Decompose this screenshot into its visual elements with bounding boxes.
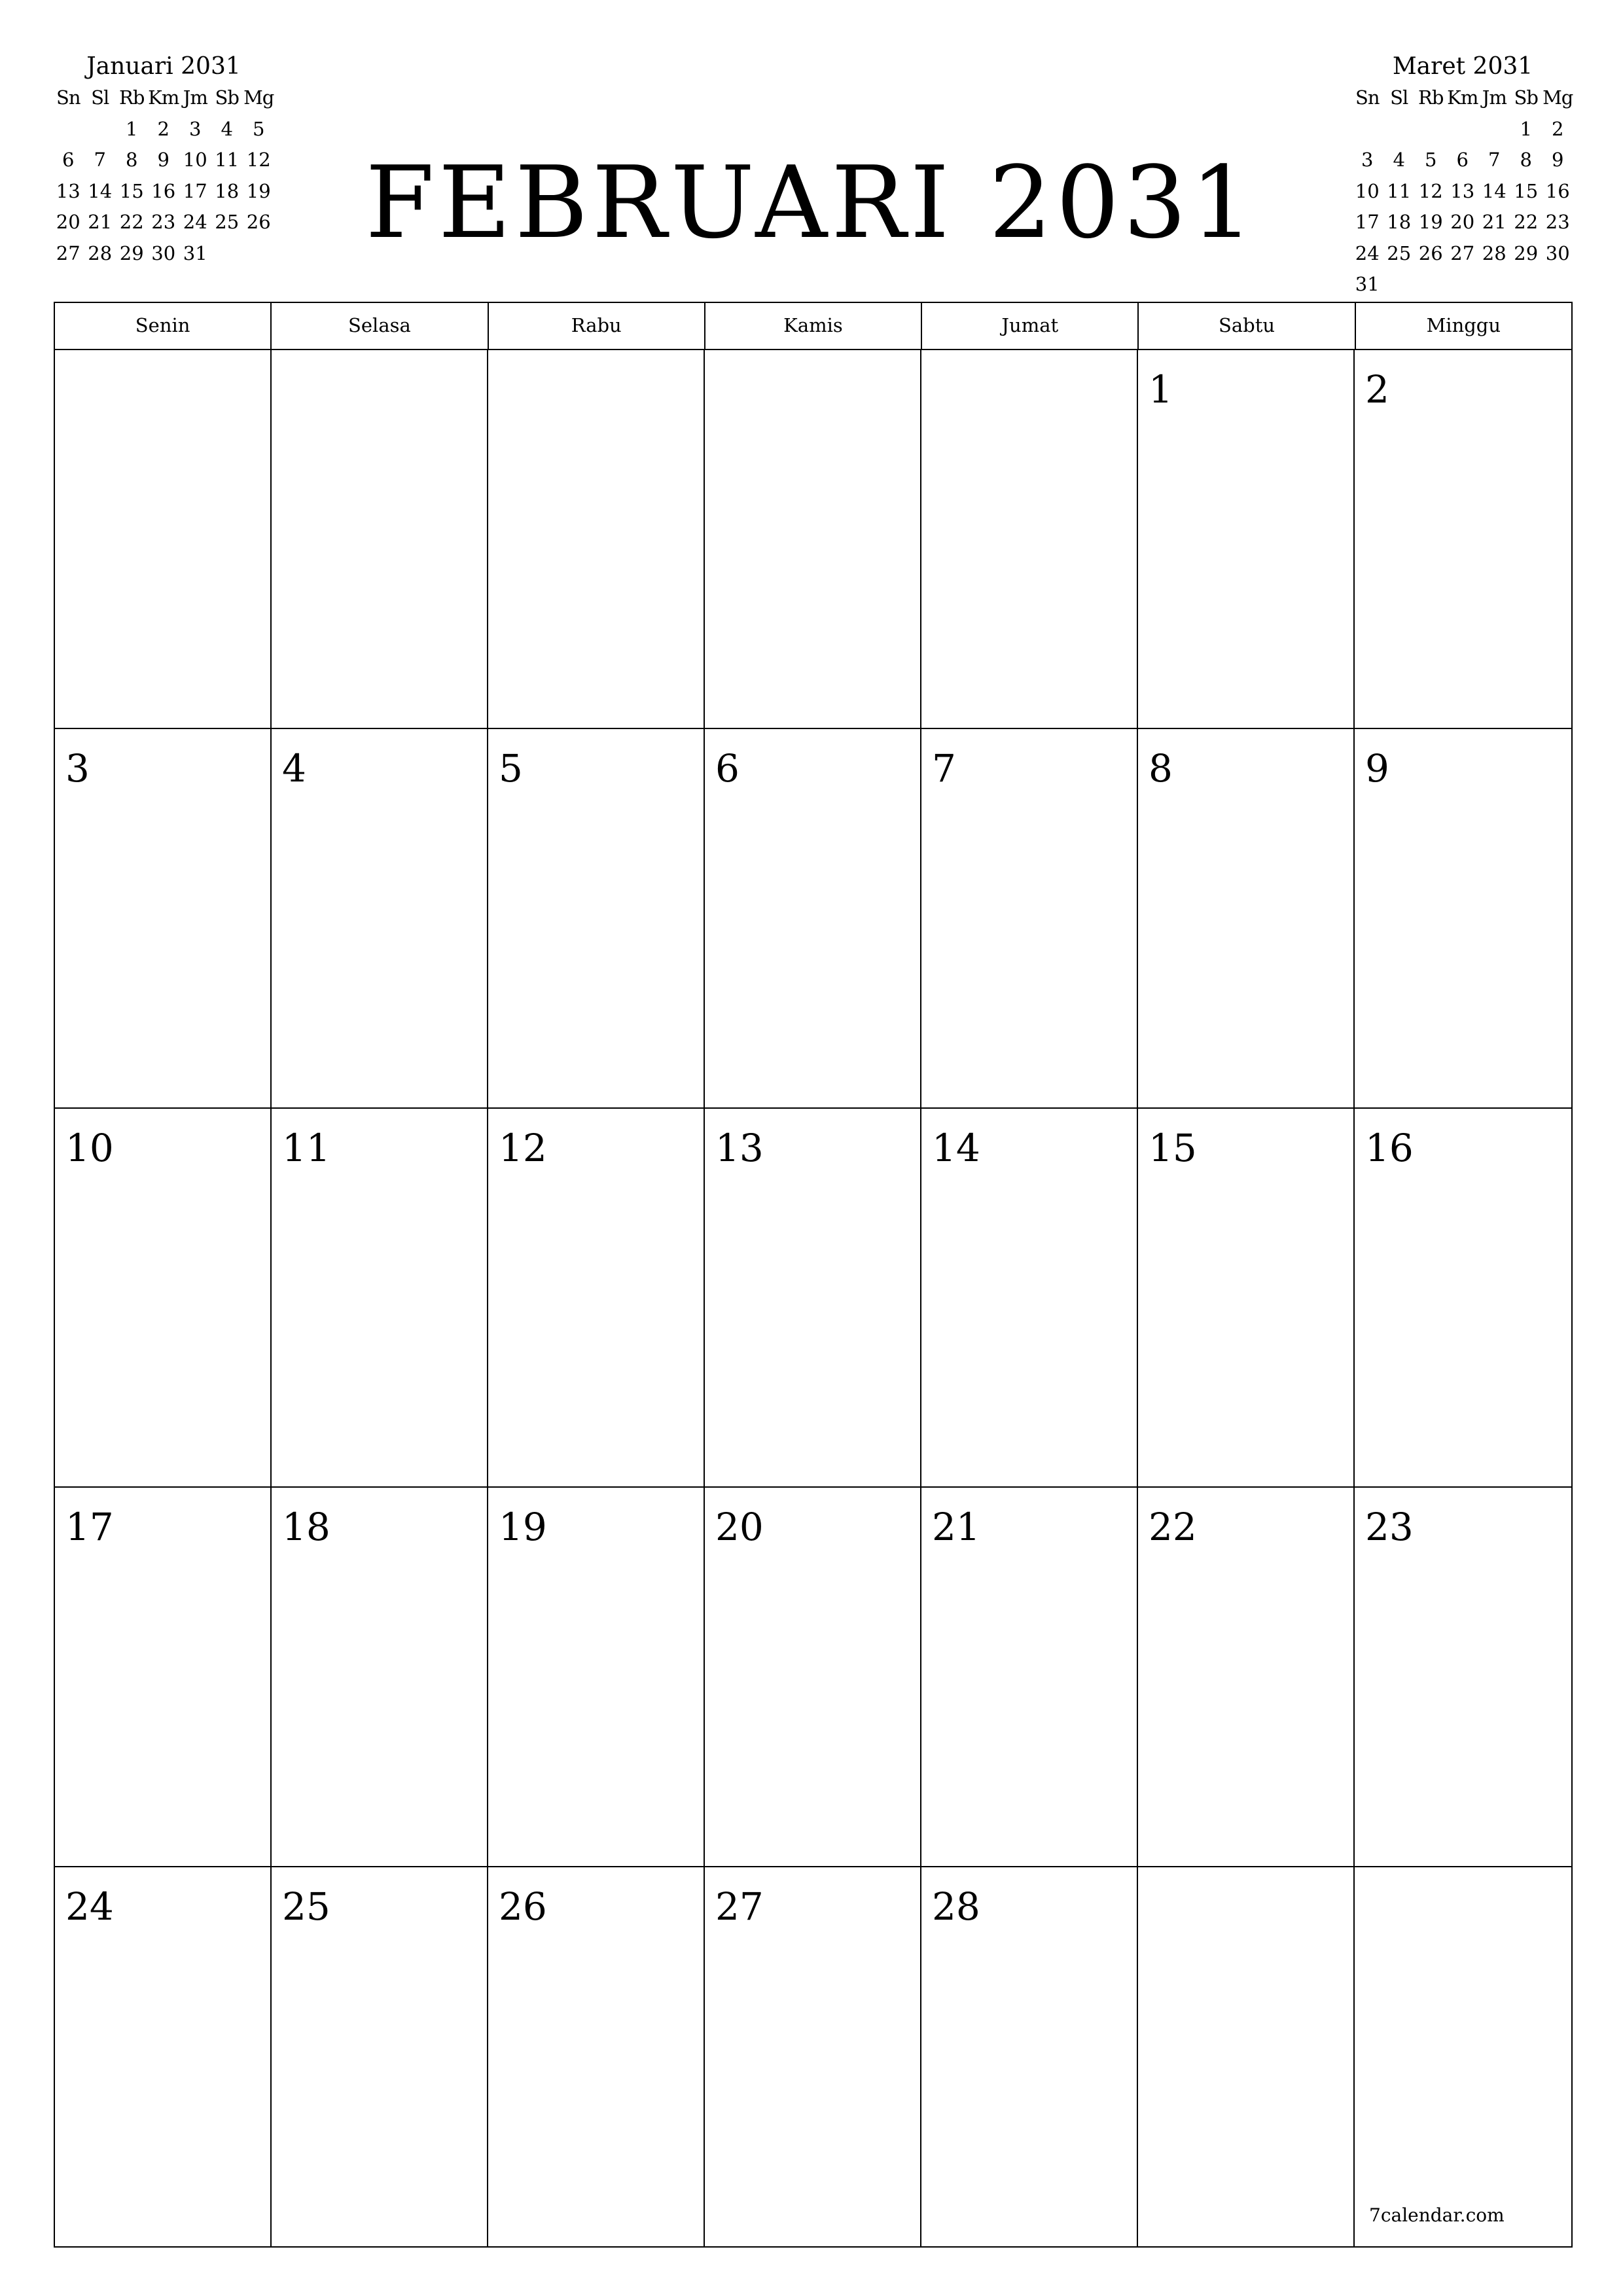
mini-day-header: Rb (119, 86, 145, 109)
day-number: 18 (282, 1505, 330, 1550)
mini-day: 31 (1355, 273, 1380, 295)
mini-day (52, 114, 84, 145)
day-cell (705, 729, 921, 1108)
mini-day: 3 (189, 117, 202, 140)
mini-day: 4 (1393, 149, 1405, 171)
day-cell (1355, 729, 1571, 1108)
mini-day-header: Rb (1418, 86, 1444, 109)
mini-calendar-grid (52, 82, 275, 269)
weekday-header: Jumat (922, 303, 1139, 349)
day-cell (921, 1109, 1138, 1488)
mini-day: 1 (126, 117, 138, 140)
day-cell (272, 1488, 488, 1867)
mini-day (1415, 114, 1447, 145)
mini-day: 10 (1355, 179, 1380, 202)
day-number: 7 (932, 746, 956, 791)
mini-day: 17 (183, 179, 207, 202)
mini-day: 16 (151, 179, 176, 202)
day-number: 4 (282, 746, 306, 791)
day-cell (488, 350, 705, 729)
day-cells (55, 350, 1571, 2246)
mini-day-header: Sn (56, 86, 80, 109)
mini-day (1447, 269, 1479, 300)
mini-day: 27 (1450, 242, 1475, 264)
day-cell (1355, 350, 1571, 729)
mini-day: 23 (1545, 211, 1570, 233)
day-cell (705, 1488, 921, 1867)
mini-calendar-prev-month (52, 51, 275, 269)
mini-day: 31 (183, 242, 207, 264)
mini-calendar-title: Januari 2031 (86, 53, 241, 80)
day-number: 23 (1365, 1505, 1414, 1550)
weekday-header-row (55, 303, 1571, 350)
day-number: 11 (282, 1125, 330, 1170)
mini-day: 2 (1552, 117, 1564, 140)
mini-day: 26 (1418, 242, 1443, 264)
mini-day: 29 (1514, 242, 1539, 264)
mini-day-header: Km (1447, 86, 1478, 109)
mini-day (1351, 114, 1383, 145)
mini-calendar-next-month (1351, 51, 1574, 300)
credit-text: 7calendar.com (1369, 2204, 1505, 2226)
mini-day-header: Sb (215, 86, 239, 109)
mini-day-header: Sl (91, 86, 109, 109)
day-number: 24 (65, 1884, 114, 1929)
mini-day: 16 (1545, 179, 1570, 202)
mini-day: 6 (62, 149, 75, 171)
mini-day: 19 (246, 179, 271, 202)
day-number: 3 (65, 746, 90, 791)
mini-day: 11 (215, 149, 240, 171)
mini-day (84, 114, 116, 145)
day-cell (488, 1488, 705, 1867)
day-number: 10 (65, 1125, 114, 1170)
day-cell (55, 1488, 272, 1867)
mini-day: 7 (94, 149, 106, 171)
mini-day: 28 (88, 242, 113, 264)
weekday-header: Minggu (1426, 314, 1501, 336)
day-number: 21 (932, 1505, 980, 1550)
mini-day: 28 (1482, 242, 1507, 264)
day-cell (272, 729, 488, 1108)
day-number: 25 (282, 1884, 330, 1929)
mini-day: 18 (1387, 211, 1412, 233)
mini-day: 5 (253, 117, 265, 140)
month-calendar-grid (54, 302, 1573, 2248)
mini-day: 17 (1355, 211, 1380, 233)
mini-day: 15 (1514, 179, 1539, 202)
day-number: 26 (499, 1884, 547, 1929)
day-number: 19 (499, 1505, 547, 1550)
mini-day (1447, 114, 1479, 145)
mini-day: 25 (1387, 242, 1412, 264)
mini-day-header: Km (148, 86, 179, 109)
day-cell (272, 1109, 488, 1488)
mini-day: 12 (1418, 179, 1443, 202)
day-number: 16 (1365, 1125, 1414, 1170)
day-cell (705, 1867, 921, 2246)
mini-day (1383, 269, 1416, 300)
day-cell (1138, 350, 1355, 729)
mini-day-header: Sl (1390, 86, 1408, 109)
day-cell (1138, 1488, 1355, 1867)
mini-day (1510, 269, 1543, 300)
mini-day (1383, 114, 1416, 145)
mini-day (1478, 114, 1510, 145)
mini-day: 8 (1520, 149, 1532, 171)
mini-day: 13 (56, 179, 80, 202)
day-cell (55, 729, 272, 1108)
mini-day: 15 (119, 179, 144, 202)
mini-day: 19 (1418, 211, 1443, 233)
mini-day: 26 (246, 211, 271, 233)
mini-day: 2 (157, 117, 169, 140)
weekday-header: Rabu (489, 303, 705, 349)
mini-day: 1 (1520, 117, 1532, 140)
day-number: 5 (499, 746, 523, 791)
mini-day: 24 (183, 211, 207, 233)
day-cell (272, 1867, 488, 2246)
mini-day: 24 (1355, 242, 1380, 264)
mini-day: 7 (1488, 149, 1501, 171)
day-cell (921, 1867, 1138, 2246)
mini-day: 20 (1450, 211, 1475, 233)
mini-day: 22 (119, 211, 144, 233)
day-number: 6 (715, 746, 740, 791)
mini-day: 9 (157, 149, 169, 171)
day-cell (1355, 1488, 1571, 1867)
mini-day: 4 (221, 117, 233, 140)
day-cell (488, 1867, 705, 2246)
day-cell (1138, 729, 1355, 1108)
mini-day (243, 238, 275, 270)
day-cell (55, 1109, 272, 1488)
mini-day: 5 (1425, 149, 1437, 171)
mini-day (211, 238, 243, 270)
mini-day: 23 (151, 211, 176, 233)
day-cell (1355, 1867, 1571, 2246)
mini-day: 13 (1450, 179, 1475, 202)
day-number: 1 (1149, 367, 1173, 412)
day-cell (488, 729, 705, 1108)
day-cell (705, 1109, 921, 1488)
day-number: 20 (715, 1505, 764, 1550)
mini-day: 29 (119, 242, 144, 264)
mini-day: 30 (151, 242, 176, 264)
mini-day: 14 (1482, 179, 1507, 202)
day-cell (921, 350, 1138, 729)
mini-calendar-grid (1351, 82, 1574, 300)
mini-day: 9 (1552, 149, 1564, 171)
mini-day: 10 (183, 149, 207, 171)
mini-day: 21 (1482, 211, 1507, 233)
mini-day-header: Jm (183, 86, 207, 109)
day-cell (55, 350, 272, 729)
day-cell (1138, 1867, 1355, 2246)
mini-day-header: Jm (1482, 86, 1507, 109)
day-number: 9 (1365, 746, 1389, 791)
mini-day: 18 (215, 179, 240, 202)
day-number: 22 (1149, 1505, 1197, 1550)
day-cell (55, 1867, 272, 2246)
day-cell (488, 1109, 705, 1488)
mini-calendar-title: Maret 2031 (1392, 53, 1533, 80)
day-cell (1355, 1109, 1571, 1488)
mini-day: 6 (1456, 149, 1469, 171)
day-cell (272, 350, 488, 729)
weekday-header: Kamis (705, 303, 922, 349)
mini-day: 14 (88, 179, 113, 202)
mini-day: 22 (1514, 211, 1539, 233)
mini-day-header: Mg (1543, 86, 1573, 109)
day-number: 14 (932, 1125, 980, 1170)
mini-day: 8 (126, 149, 138, 171)
mini-day: 21 (88, 211, 113, 233)
day-number: 8 (1149, 746, 1173, 791)
day-number: 17 (65, 1505, 114, 1550)
day-cell (921, 729, 1138, 1108)
page-title: FEBRUARI 2031 (365, 145, 1258, 260)
day-number: 2 (1365, 367, 1389, 412)
mini-day: 11 (1387, 179, 1412, 202)
mini-day: 3 (1361, 149, 1374, 171)
mini-day (1478, 269, 1510, 300)
mini-day-header: Mg (243, 86, 274, 109)
mini-day: 25 (215, 211, 240, 233)
day-number: 13 (715, 1125, 764, 1170)
day-cell (705, 350, 921, 729)
mini-day: 12 (246, 149, 271, 171)
weekday-header: Senin (55, 303, 272, 349)
weekday-header: Selasa (272, 303, 488, 349)
weekday-header: Sabtu (1139, 303, 1355, 349)
mini-day (1542, 269, 1574, 300)
day-cell (1138, 1109, 1355, 1488)
day-number: 27 (715, 1884, 764, 1929)
mini-day (1415, 269, 1447, 300)
mini-day: 20 (56, 211, 80, 233)
mini-day: 30 (1545, 242, 1570, 264)
day-number: 12 (499, 1125, 547, 1170)
day-number: 28 (932, 1884, 980, 1929)
day-cell (921, 1488, 1138, 1867)
mini-day: 27 (56, 242, 80, 264)
mini-day-header: Sb (1514, 86, 1538, 109)
day-number: 15 (1149, 1125, 1197, 1170)
mini-day-header: Sn (1355, 86, 1380, 109)
